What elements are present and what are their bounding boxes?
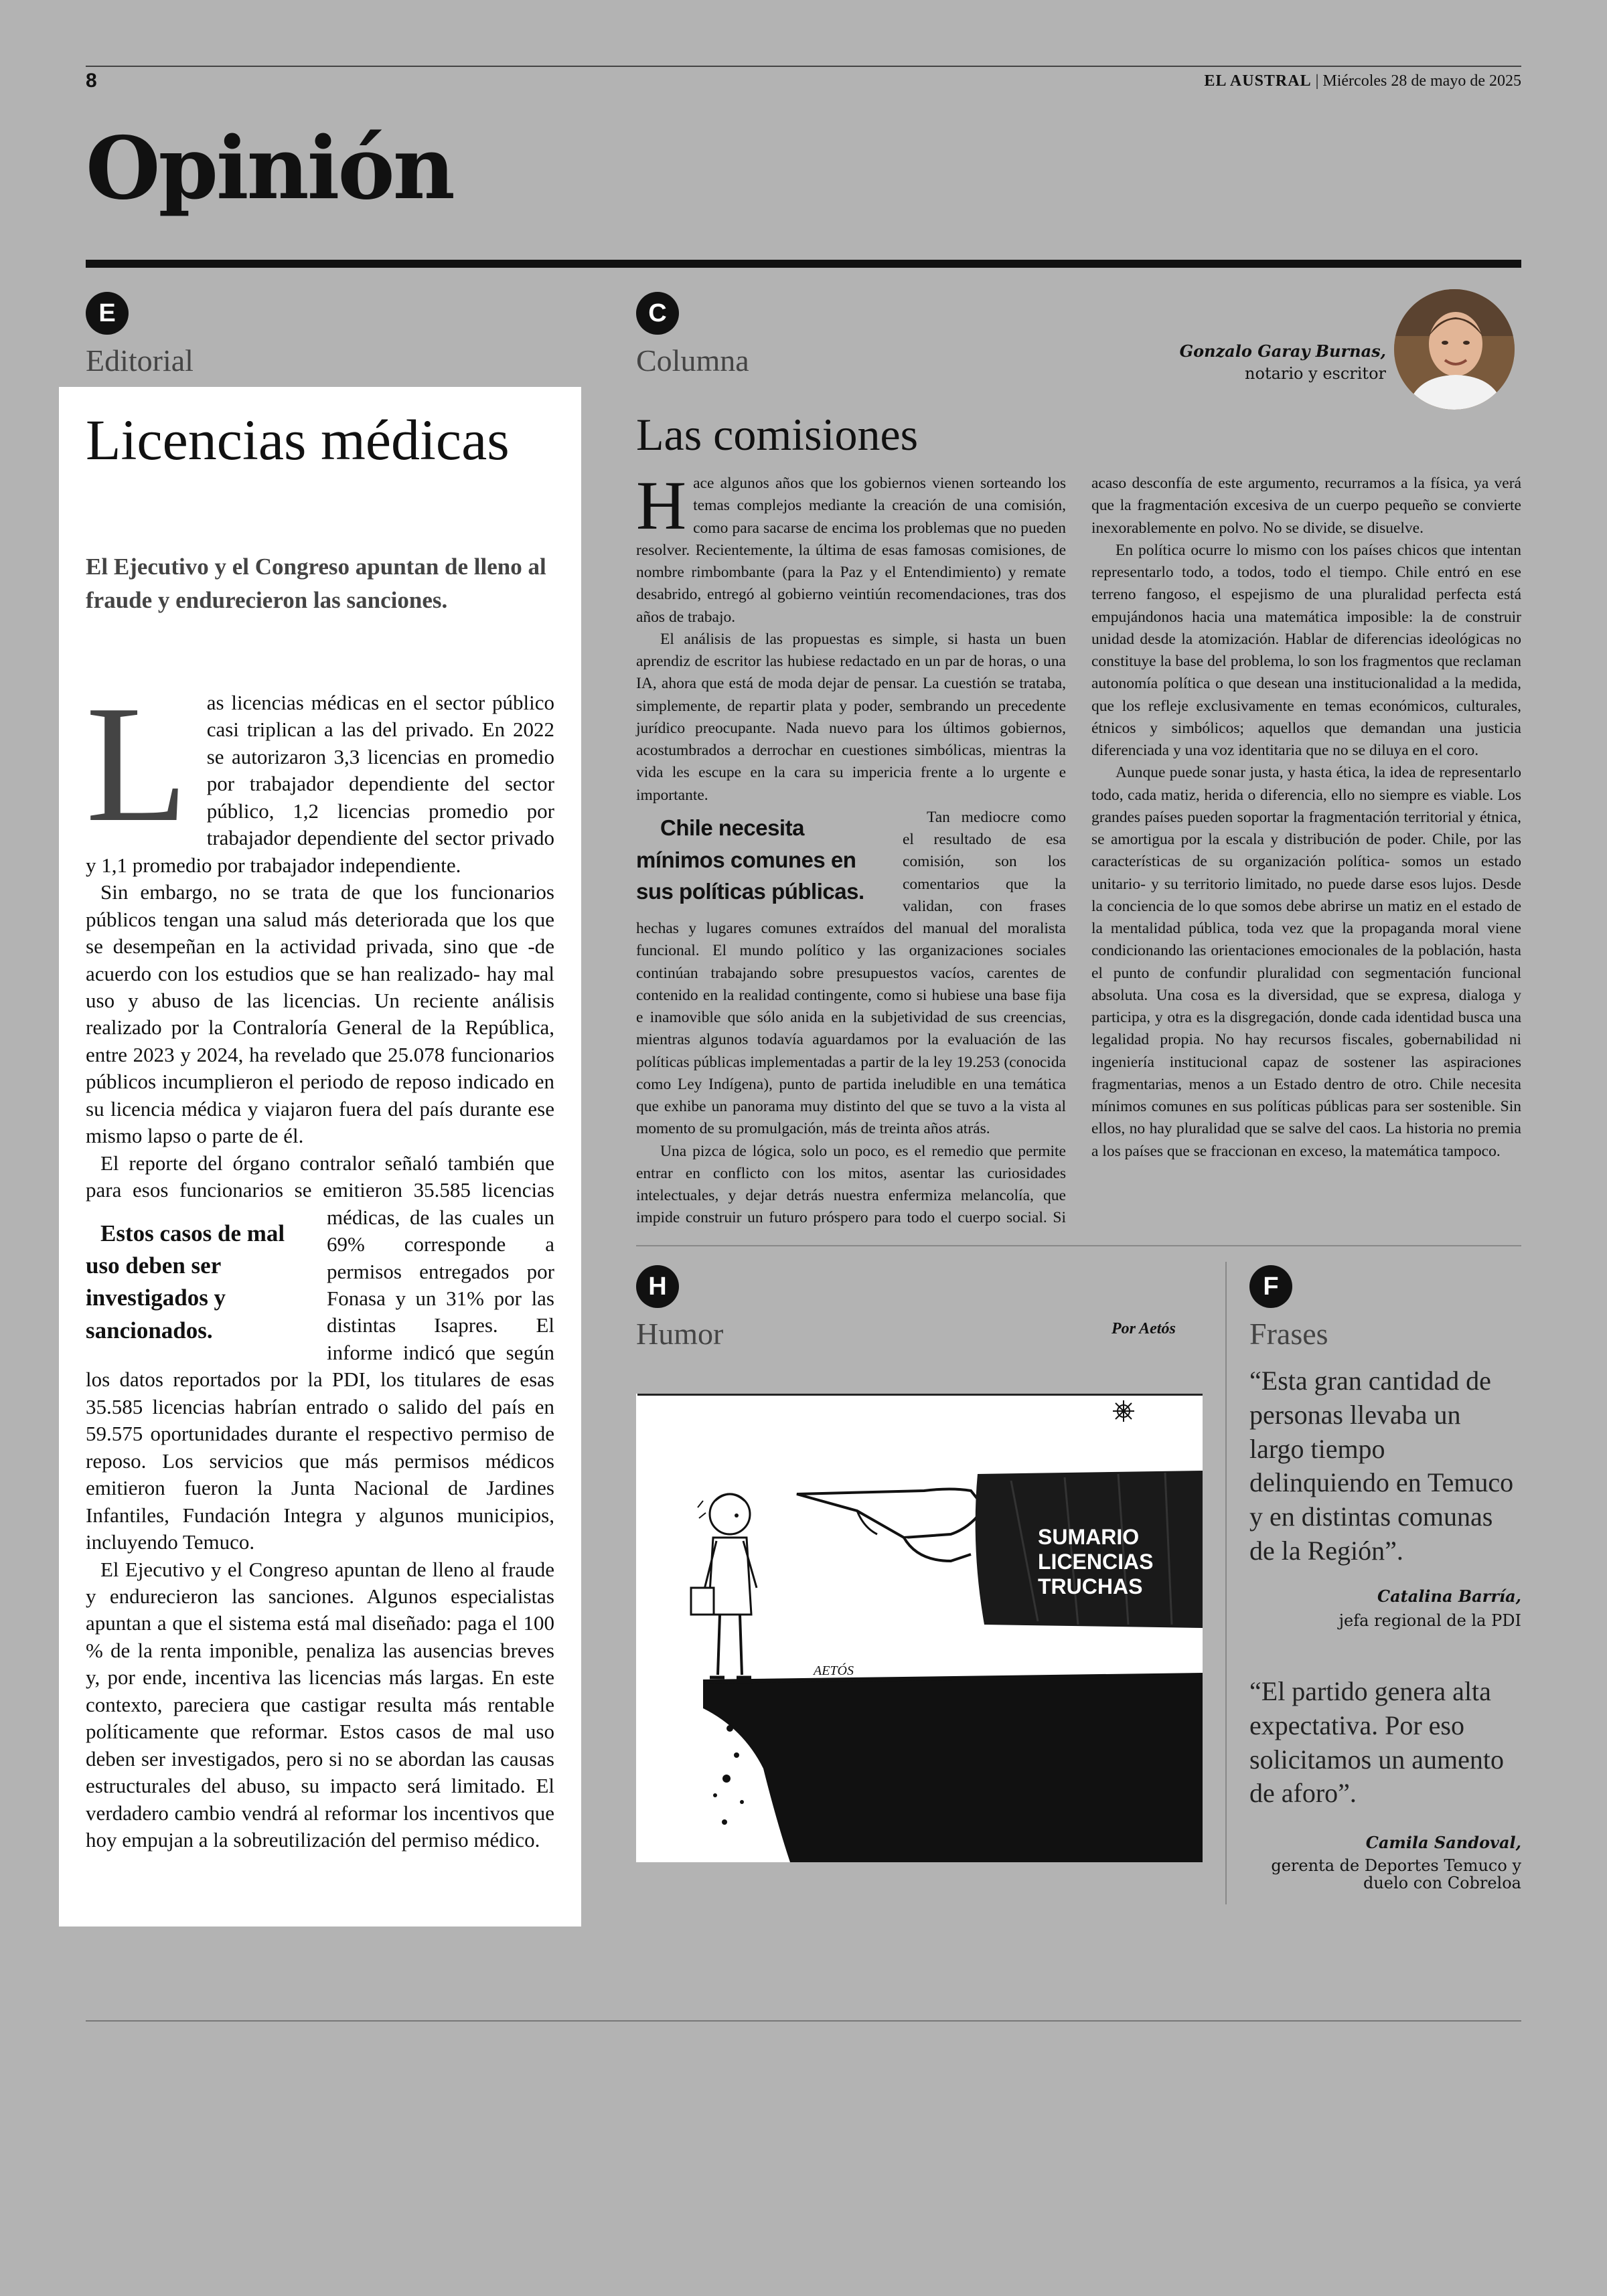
- section-rule: [86, 260, 1521, 268]
- frases-kicker: Frases: [1249, 1317, 1328, 1351]
- top-rule: [86, 66, 1521, 67]
- cartoon-sleeve-text: LICENCIAS: [1038, 1550, 1154, 1574]
- newspaper-name[interactable]: EL AUSTRAL: [1204, 72, 1312, 90]
- editorial-dropcap: L: [86, 671, 188, 857]
- editorial-body: [86, 671, 554, 1854]
- editorial-paragraph: Sin embargo, no se trata de que los funcionarios públicos tengan una salud más deteriorada que los que se desempeñan en la actividad privada, sino que -de acuerdo con los estudios que se han realizado- hay mal uso y abuso de las licencias. Un reciente análisis realizado por la Contraloría General de la República, entre 2023 y 2024, ha revelado que 25.078 funcionarios públicos incumplieron el periodo de reposo indicado en su licencia médica y viajaron fuera del país durante ese mismo lapso o parte de él.: [86, 880, 554, 1148]
- author-name: Gonzalo Garay Burnas,: [1179, 341, 1386, 361]
- vertical-divider: [1225, 1262, 1227, 1904]
- editorial-paragraph: El Ejecutivo y el Congreso apuntan de lleno al fraude y endurecieron las sanciones. Algunos especialistas apuntan a que el sistema está mal diseñado: paga el 100 % de la renta imponible, penaliza las ausencias breves y, por ende, incentiva las licencias más largas. En este contexto, pareciera que castigar resulta más rentable políticamente que reformar. Estos casos de mal uso deben ser investigados, pero si no se abordan las causas estructurales del abuso, su impacto será limitado. El verdadero cambio vendrá al reformar los incentivos que hoy empujan a la sobreutilización del permiso médico.: [86, 1557, 554, 1852]
- editorial-paragraph: Las licencias médicas en el sector público casi triplican a las del privado. En 2022 se autorizaron 3,3 licencias en promedio por trabajador dependiente del sector público, 1,2 licencias promedio por trabajador dependiente del sector privado y 1,1 promedio por trabajador independiente.: [86, 671, 554, 877]
- editorial-badge-icon: E: [86, 292, 129, 335]
- editorial-paragraph: El reporte del órgano contralor señaló también que para esos funcionarios se emitieron 35.585 licencias Estos casos de mal uso deben ser investigados y sancionados. médicas, de las cuales un 69% corresponde a permisos entregados por Fonasa y un 31% por las distintas Isapres. El informe indicó que según los datos reportados por la PDI, los titulares de esas 35.585 licencias habrían entrado o salido del país en 59.575 oportunidades durante el respectivo permiso de reposo. Los servicios que más permisos médicos emitieron fueron la Junta Nacional de Jardines Infantiles, Fundación Integra y algunos municipios, incluyendo Temuco.: [86, 1151, 554, 1554]
- cartoon-byline: Por Aetós: [1112, 1320, 1176, 1337]
- issue-date: | Miércoles 28 de mayo de 2025: [1315, 72, 1521, 90]
- bottom-rule: [86, 2020, 1521, 2022]
- section-title: Opinión: [86, 118, 453, 219]
- quote-author-role: jefa regional de la PDI: [1338, 1611, 1521, 1630]
- column-paragraph: Chile necesita mínimos comunes en sus políticas públicas. Tan mediocre como el resultado de esa comisión, son los comentarios que la validan, con frases hechas y lugares comunes extraídos del manual del moralista funcional. El mundo político y las organizaciones sociales continúan trabajando sobre presupuestos vacíos, carentes de contenido en la realidad contingente, como si hubiese una base fija e inamovible que sólo anida en la subjetividad de sus creencias, mientras algunos todavía aguardamos por la evaluación de las políticas públicas implementadas a partir de la ley 19.253 (conocida como Ley Indígena), punto de partida ineludible en una temática que exhibe un panorama muy distinto del que se tuvo a la vista al momento de su promulgación, más de treinta años atrás.: [636, 808, 1066, 1138]
- column-paragraph: Aunque puede sonar justa, y hasta ética, la idea de representarlo todo, cada matiz, herida o diferencia, ello no siempre es viable. Los grandes países pueden soportar la fragmentación territorial y étnica, se amortigua por la escala y distribución de poder. Chile, por las características de su organización política- somos un estado unitario- y su territorio limitado, no puede darse esos lujos. Desde la conciencia de lo que somos debe abrirse un matiz en el estado de la mentalidad pública, toda vez que la propaganda moral viene condicionando las orientaciones emocionales de la población, hasta el punto de confundir pluralidad con segmentación funcional absoluta. Una cosa es la diversidad, que se expresa, dialoga y participa, y otra es la disgregación, donde cada identidad busca una legalidad propia. No hay recursos fiscales, gobernabilidad ni ingeniería institucional capaz de sostener las aspiraciones fragmentarias, menos a un Estado dentro de otro. Chile necesita mínimos comunes en sus políticas públicas para ser sostenible. Sin ellos, no hay pluralidad que se salve del caos. La historia no premia a los países que se fraccionan en exceso, la matemática tampoco.: [1091, 764, 1521, 1160]
- column-paragraph: Hace algunos años que los gobiernos vienen sorteando los temas complejos mediante la creación de una comisión, como para sacarse de encima los problemas que no pueden resolver. Recientemente, la última de esas famosas comisiones, de nombre rimbombante (para la Paz y el Entendimiento) y remate desabrido, entregó al gobierno veintiún recomendaciones, tras dos años de trabajo.: [636, 467, 1066, 626]
- editorial-headline: Licencias médicas: [86, 408, 510, 472]
- column-bottom-rule: [636, 1245, 1521, 1246]
- humor-cartoon: [636, 1394, 1203, 1862]
- frases-badge-icon: F: [1249, 1265, 1292, 1308]
- cartoon-sleeve-text: TRUCHAS: [1038, 1574, 1143, 1598]
- editorial-kicker: Editorial: [86, 343, 194, 378]
- column-badge-icon: C: [636, 292, 679, 335]
- column-paragraph: Una pizca de lógica, solo un poco, es el remedio que permite entrar en conflicto con los mitos, asentar las curiosidades intelectuales, y dejar detrás nuestra enfermiza melancolía, que impide construir un futuro próspero para todo el cuerpo social. Si acaso desconfía de este argumento, recurramos a la física, ya verá que la fragmentación excesiva de un cuerpo pequeño se convierte inexorablemente en polvo. No se divide, se disuelve.: [636, 475, 1521, 1227]
- cartoon-sleeve-text: SUMARIO: [1038, 1525, 1140, 1549]
- column-paragraph: El análisis de las propuestas es simple, si hasta un buen aprendiz de escritor las hubiese redactado en un par de horas, o una IA, ahora que está de moda dejar de pensar. La cuestión se trataba, simplemente, de repartir plata y poder, sembrando un precedente jurídico preocupante. Nada nuevo para los últimos gobiernos, acostumbrados a derrochar en cuestiones simbólicas, mientras la vida les escupe en la cara su impericia frente a lo urgente e importante.: [636, 630, 1066, 804]
- column-dropcap: H: [636, 467, 687, 544]
- quote-text: “Esta gran cantidad de personas llevaba un largo tiempo delinquiendo en Temuco y en distintas comunas de la Región”.: [1249, 1366, 1514, 1566]
- column-body: [636, 467, 1521, 1236]
- column-author: [1180, 340, 1386, 385]
- column-paragraph: En política ocurre lo mismo con los países chicos que intentan representarlo todo, a todos, todo el tiempo. Chile entró en ese terreno fangoso, el espejismo de una pluralidad perfecta está empujándonos hacia una matemática imposible: la de construir unidad desde la atomización. Hablar de diferencias ideológicas no constituye la base del problema, lo son los fragmentos que reclaman autonomía política o que desean una institucionalidad a la medida, que los refleje exclusivamente en temas económicos, culturales, étnicos y simbólicos; aquellos que demandan una justicia diferenciada y una voz identitaria que no se diluya en el coro.: [1091, 541, 1521, 759]
- page-number: 8: [86, 70, 97, 92]
- editorial-pullquote: Estos casos de mal uso deben ser investigados y sancionados.: [86, 1220, 285, 1343]
- author-role: notario y escritor: [1245, 363, 1386, 383]
- quote-author: Camila Sandoval,: [1365, 1833, 1521, 1852]
- editorial-lead: El Ejecutivo y el Congreso apuntan de lleno al fraude y endurecieron las sanciones.: [86, 554, 546, 613]
- masthead: [1205, 72, 1521, 90]
- humor-badge-icon: H: [636, 1265, 679, 1308]
- humor-kicker: Humor: [636, 1317, 724, 1351]
- quote-text: “El partido genera alta expectativa. Por eso solicitamos un aumento de aforo”.: [1249, 1676, 1504, 1809]
- column-pullquote: Chile necesita mínimos comunes en sus políticas públicas.: [636, 815, 864, 904]
- quote-author: Catalina Barría,: [1377, 1586, 1521, 1606]
- column-headline: Las comisiones: [636, 409, 919, 460]
- column-kicker: Columna: [636, 343, 749, 378]
- cartoon-signature: AETÓS: [814, 1663, 854, 1678]
- quote-author-role: gerenta de Deportes Temuco y duelo con Cobreloa: [1271, 1856, 1521, 1893]
- author-avatar: [1394, 289, 1515, 410]
